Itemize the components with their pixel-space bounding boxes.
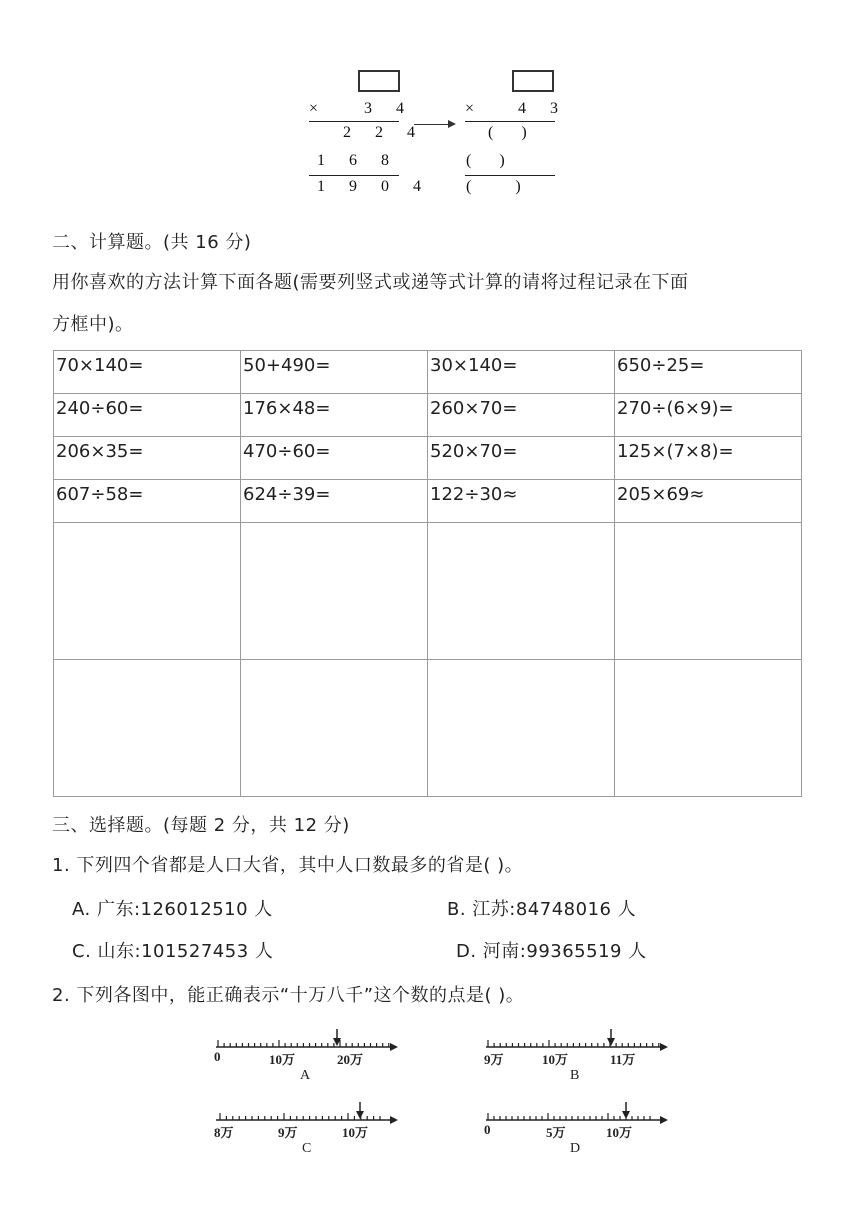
number-line-a[interactable] bbox=[212, 1025, 402, 1085]
number-line-d-label-1: 5万 bbox=[546, 1125, 566, 1140]
table-cell: 30×140= bbox=[428, 351, 615, 394]
number-line-c-label-0: 8万 bbox=[214, 1125, 234, 1140]
table-cell: 70×140= bbox=[54, 351, 241, 394]
table-cell: 270÷(6×9)= bbox=[615, 394, 802, 437]
q1-stem: 1. 下列四个省都是人口大省，其中人口数最多的省是( )。 bbox=[52, 855, 524, 876]
number-line-d-axis bbox=[482, 1098, 672, 1126]
number-line-d-label-2: 10万 bbox=[606, 1125, 633, 1140]
multiplier-left: 3 4 bbox=[364, 100, 414, 117]
table-row bbox=[54, 480, 802, 523]
table-cell: 205×69≈ bbox=[615, 480, 802, 523]
table-cell: 122÷30≈ bbox=[428, 480, 615, 523]
number-line-c-axis bbox=[212, 1098, 402, 1126]
calculation-table bbox=[53, 350, 802, 797]
table-cell: 50+490= bbox=[241, 351, 428, 394]
number-line-a-axis bbox=[212, 1025, 402, 1053]
table-row bbox=[54, 351, 802, 394]
work-area-row bbox=[54, 523, 802, 660]
section3-heading: 三、选择题。(每题 2 分，共 12 分) bbox=[52, 815, 350, 836]
number-line-b-axis bbox=[482, 1025, 672, 1053]
section2-instruction-line2: 方框中)。 bbox=[52, 314, 134, 335]
table-row bbox=[54, 394, 802, 437]
table-row bbox=[54, 437, 802, 480]
table-cell: 650÷25= bbox=[615, 351, 802, 394]
rule-right-2 bbox=[465, 175, 555, 176]
work-cell[interactable] bbox=[241, 660, 428, 797]
number-line-b-caption: B bbox=[570, 1068, 580, 1083]
number-line-a-caption: A bbox=[300, 1068, 311, 1083]
blank-right-1[interactable]: ( ) bbox=[488, 124, 527, 141]
section2-heading: 二、计算题。(共 16 分) bbox=[52, 232, 252, 253]
work-cell[interactable] bbox=[54, 523, 241, 660]
q1-option-a[interactable]: A. 广东:126012510 人 bbox=[72, 899, 273, 920]
number-line-a-label-0: 0 bbox=[214, 1049, 221, 1064]
table-cell: 176×48= bbox=[241, 394, 428, 437]
q1-option-b[interactable]: B. 江苏:84748016 人 bbox=[447, 899, 637, 920]
blank-right-2[interactable]: ( ) bbox=[466, 152, 505, 169]
rule-right-1 bbox=[465, 121, 555, 122]
total-left: 1 9 0 4 bbox=[317, 178, 431, 195]
number-line-d[interactable] bbox=[482, 1098, 672, 1158]
work-cell[interactable] bbox=[54, 660, 241, 797]
work-cell[interactable] bbox=[241, 523, 428, 660]
rule-left-2 bbox=[309, 175, 399, 176]
table-cell: 206×35= bbox=[54, 437, 241, 480]
multiplier-right: 4 3 bbox=[518, 100, 568, 117]
table-cell: 125×(7×8)= bbox=[615, 437, 802, 480]
work-cell[interactable] bbox=[428, 523, 615, 660]
mult-sign-right: × bbox=[465, 100, 475, 117]
number-line-b-label-1: 10万 bbox=[542, 1052, 569, 1067]
table-cell: 240÷60= bbox=[54, 394, 241, 437]
number-line-a-label-1: 10万 bbox=[269, 1052, 296, 1067]
q1-option-d[interactable]: D. 河南:99365519 人 bbox=[456, 941, 647, 962]
table-cell: 470÷60= bbox=[241, 437, 428, 480]
table-cell: 260×70= bbox=[428, 394, 615, 437]
number-line-c[interactable] bbox=[212, 1098, 402, 1158]
number-line-c-label-1: 9万 bbox=[278, 1125, 298, 1140]
q1-option-c[interactable]: C. 山东:101527453 人 bbox=[72, 941, 274, 962]
q2-stem: 2. 下列各图中，能正确表示“十万八千”这个数的点是( )。 bbox=[52, 985, 525, 1006]
work-cell[interactable] bbox=[615, 523, 802, 660]
mult-sign-left: × bbox=[309, 100, 319, 117]
answer-box-right[interactable] bbox=[512, 70, 554, 92]
number-line-c-label-2: 10万 bbox=[342, 1125, 369, 1140]
number-line-d-label-0: 0 bbox=[484, 1122, 491, 1137]
blank-right-3[interactable]: ( ) bbox=[466, 178, 521, 195]
number-line-b-label-0: 9万 bbox=[484, 1052, 504, 1067]
number-line-d-caption: D bbox=[570, 1141, 581, 1156]
table-cell: 624÷39= bbox=[241, 480, 428, 523]
answer-box-left[interactable] bbox=[358, 70, 400, 92]
arrow-icon bbox=[414, 124, 454, 125]
number-line-b-label-2: 11万 bbox=[610, 1052, 636, 1067]
partial2-left: 1 6 8 bbox=[317, 152, 399, 169]
work-area-row bbox=[54, 660, 802, 797]
partial1-left: 2 2 4 bbox=[343, 124, 425, 141]
number-line-b[interactable] bbox=[482, 1025, 672, 1085]
rule-left-1 bbox=[309, 121, 399, 122]
table-cell: 607÷58= bbox=[54, 480, 241, 523]
number-line-a-label-2: 20万 bbox=[337, 1052, 364, 1067]
work-cell[interactable] bbox=[428, 660, 615, 797]
work-cell[interactable] bbox=[615, 660, 802, 797]
table-cell: 520×70= bbox=[428, 437, 615, 480]
number-line-c-caption: C bbox=[302, 1141, 312, 1156]
section2-instruction-line1: 用你喜欢的方法计算下面各题(需要列竖式或递等式计算的请将过程记录在下面 bbox=[52, 272, 689, 293]
